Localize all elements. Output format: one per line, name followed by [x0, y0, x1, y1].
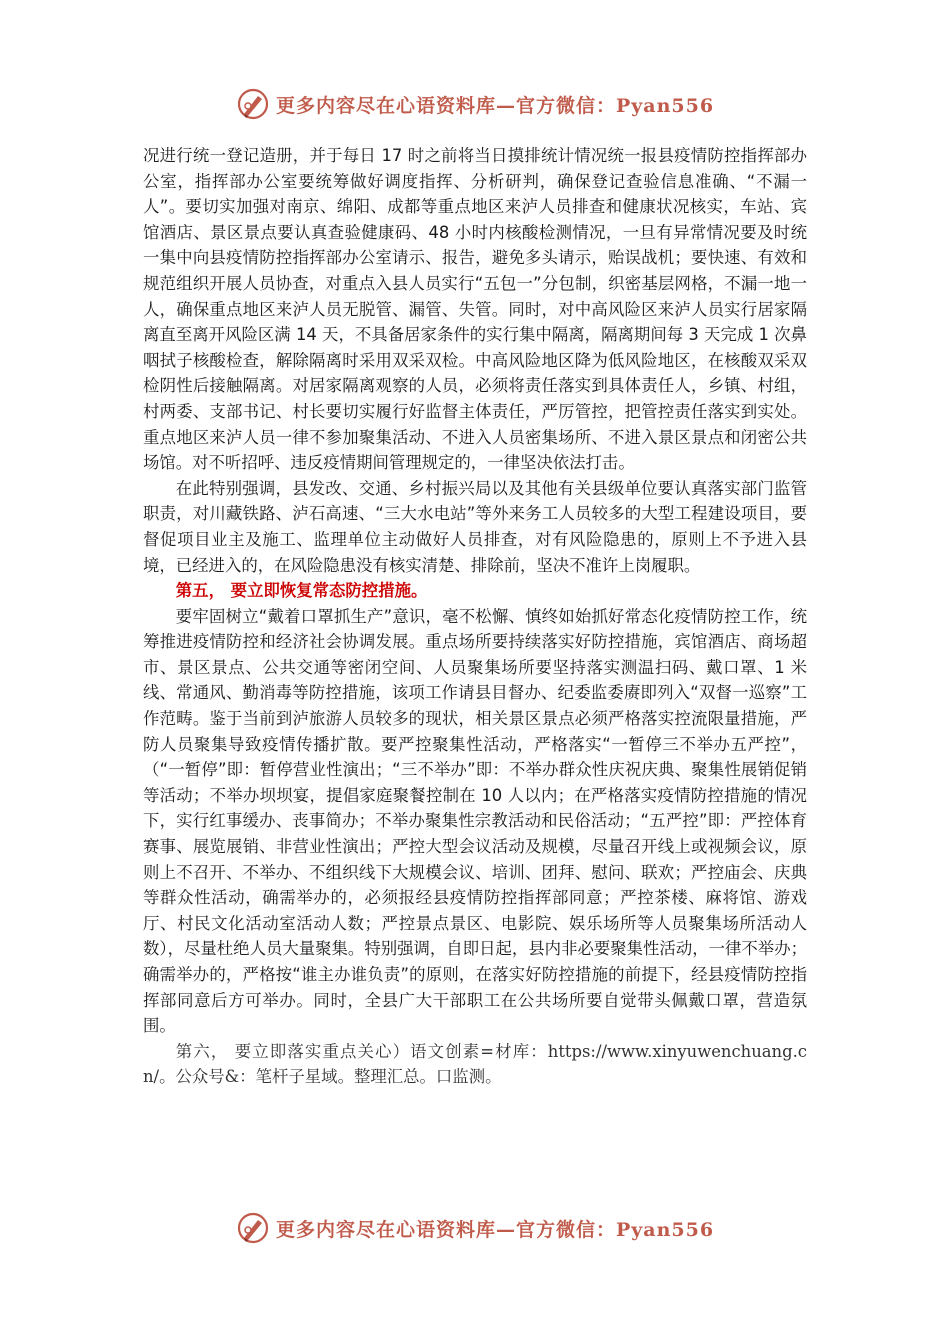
header-banner	[0, 86, 950, 122]
banner-text: 更多内容尽在心语资料库—官方微信：Pyan556	[275, 94, 715, 117]
pen-logo-icon	[236, 87, 270, 121]
paragraph-2: 在此特别强调，县发改、交通、乡村振兴局以及其他有关县级单位要认真落实部门监管职责，对川藏铁路、泸石高速、“三大水电站”等外来务工人员较多的大型工程建设项目，要督促项目业主及施工、监理单位主动做好人员排查，对有风险隐患的，原则上不予进入县境，已经进入的，在风险隐患没有核实清楚、排除前，坚决不准许上岗履职。	[143, 478, 807, 575]
document-body	[143, 143, 807, 1090]
paragraph-4: 第六， 要立即落实重点关心）语文创素=材库：https://www.xinyuwenchuang.cn/。公众号&：笔杆子星域。整理汇总。口监测。	[143, 1041, 807, 1087]
paragraph-1: 况进行统一登记造册，并于每日 17 时之前将当日摸排统计情况统一报县疫情防控指挥部办公室，指挥部办公室要统筹做好调度指挥、分析研判，确保登记查验信息准确、“不漏一人”。要切实加强对南京、绵阳、成都等重点地区来泸人员排查和健康状况核实，车站、宾馆酒店、景区景点要认真查验健康码、48 小时内核酸检测情况，一旦有异常情况要及时统一集中向县疫情防控指挥部办公室请示、报告，避免多头请示，贻误战机；要快速、有效和规范组织开展人员协查，对重点入县人员实行“五包一”分包制，织密基层网格，不漏一地一人，确保重点地区来泸人员无脱管、漏管、失管。同时，对中高风险区来泸人员实行居家隔离直至离开风险区满 14 天，不具备居家条件的实行集中隔离，隔离期间每 3 天完成 1 次鼻咽拭子核酸检查，解除隔离时采用双采双检。中高风险地区降为低风险地区，在核酸双采双检阴性后接触隔离。对居家隔离观察的人员，必须将责任落实到具体责任人，乡镇、村组，村两委、支部书记、村长要切实履行好监督主体责任，严厉管控，把管控责任落实到实处。重点地区来泸人员一律不参加聚集活动、不进入人员密集场所、不进入景区景点和闭密公共场馆。对不听招呼、违反疫情期间管理规定的，一律坚决依法打击。	[143, 146, 807, 473]
banner-text: 更多内容尽在心语资料库—官方微信：Pyan556	[275, 1218, 715, 1241]
paragraph-3: 要牢固树立“戴着口罩抓生产”意识，毫不松懈、慎终如始抓好常态化疫情防控工作，统筹推进疫情防控和经济社会协调发展。重点场所要持续落实好防控措施，宾馆酒店、商场超市、景区景点、公共交通等密闭空间、人员聚集场所要坚持落实测温扫码、戴口罩、1 米线、常通风、勤消毒等防控措施，该项工作请县目督办、纪委监委赓即列入“双督一巡察”工作范畴。鉴于当前到泸旅游人员较多的现状，相关景区景点必须严格落实控流限量措施，严防人员聚集导致疫情传播扩散。要严控聚集性活动，严格落实“一暂停三不举办五严控”，（“一暂停”即：暂停营业性演出；“三不举办”即：不举办群众性庆祝庆典、聚集性展销促销等活动；不举办坝坝宴，提倡家庭聚餐控制在 10 人以内；在严格落实疫情防控措施的情况下，实行红事缓办、丧事简办；不举办聚集性宗教活动和民俗活动；“五严控”即：严控体育赛事、展览展销、非营业性演出；严控大型会议活动及规模，尽量召开线上或视频会议，原则上不召开、不举办、不组织线下大规模会议、培训、团拜、慰问、联欢；严控庙会、庆典等群众性活动，确需举办的，必须报经县疫情防控指挥部同意；严控茶楼、麻将馆、游戏厅、村民文化活动室活动人数；严控景点景区、电影院、娱乐场所等人员聚集场所活动人数），尽量杜绝人员大量聚集。特别强调，自即日起，县内非必要聚集性活动，一律不举办；确需举办的，严格按“谁主办谁负责”的原则，在落实好防控措施的前提下，经县疫情防控指挥部同意后方可举办。同时，全县广大干部职工在公共场所要自觉带头佩戴口罩，营造氛围。	[143, 606, 807, 1036]
footer-banner	[0, 1210, 950, 1246]
section-heading-5: 第五， 要立即恢复常态防控措施。	[175, 581, 428, 601]
pen-logo-icon	[236, 1211, 270, 1245]
